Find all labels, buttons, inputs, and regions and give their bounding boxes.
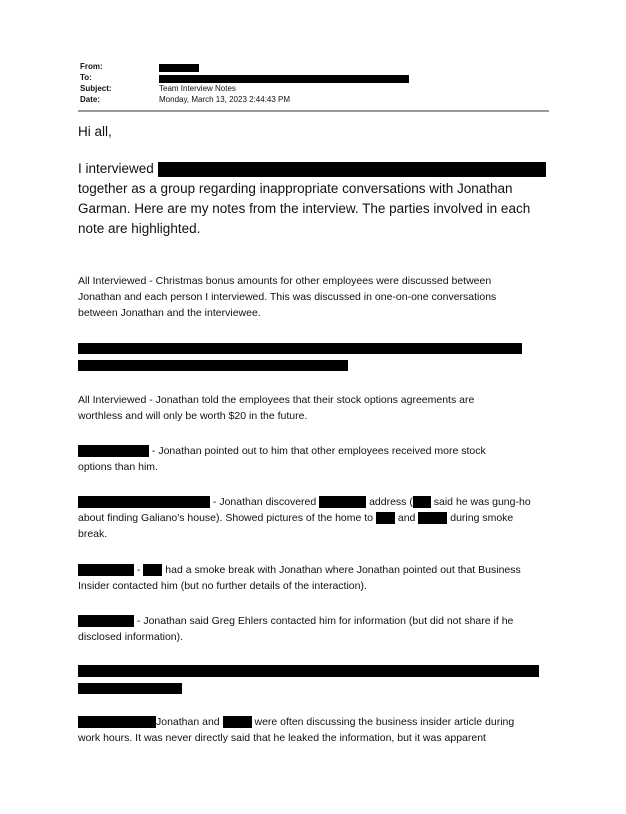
redaction: [78, 716, 156, 728]
intro-line: together as a group regarding inappropriate conversations with Jonathan: [78, 181, 513, 196]
text-line: All Interviewed - Christmas bonus amounts for other employees were discussed between: [78, 275, 492, 287]
text-line: break.: [78, 528, 108, 540]
redaction: [413, 496, 431, 508]
text-run: had a smoke break with Jonathan where Jonathan pointed out that Business: [162, 564, 521, 576]
text-line: options than him.: [78, 461, 158, 473]
redaction: [418, 512, 447, 524]
subject-value: Team Interview Notes: [159, 84, 236, 93]
redaction: [78, 615, 134, 627]
text-run: -: [134, 564, 144, 576]
text-run: address (: [366, 496, 413, 508]
from-label: From:: [80, 62, 103, 71]
text-line: between Jonathan and the interviewee.: [78, 307, 261, 319]
redaction: [78, 445, 149, 457]
text-line: All Interviewed - Jonathan told the employees that their stock options agreements are: [78, 394, 475, 406]
text-run: said he was gung-ho: [430, 496, 531, 508]
text-line: Jonathan and each person I interviewed. This was discussed in one-on-one conversations: [78, 291, 497, 303]
text-run: - Jonathan discovered: [210, 496, 320, 508]
redaction: [376, 512, 395, 524]
redaction: [143, 564, 162, 576]
text-line: Insider contacted him (but no further details of the interaction).: [78, 580, 367, 592]
date-value: Monday, March 13, 2023 2:44:43 PM: [159, 95, 291, 104]
redaction: [78, 564, 134, 576]
text-line: disclosed information).: [78, 631, 184, 643]
note-business-insider: [78, 714, 558, 746]
intro-line: Garman. Here are my notes from the interview. The parties involved in each: [78, 201, 531, 216]
text-run: were often discussing the business insider article during: [251, 716, 515, 728]
redaction: [319, 496, 366, 508]
header-divider: [78, 110, 549, 112]
subject-label: Subject:: [80, 84, 112, 93]
redaction-from: [159, 64, 199, 72]
date-label: Date:: [80, 95, 101, 104]
to-label: To:: [80, 73, 92, 82]
text-line: work hours. It was never directly said that he leaked the information, but it was apparent: [78, 732, 486, 744]
text-run: Jonathan and: [156, 716, 223, 728]
redaction-block: [78, 665, 539, 677]
text-run: - Jonathan said Greg Ehlers contacted him for information (but did not share if he: [134, 615, 514, 627]
redaction-block: [78, 360, 348, 371]
note-smoke-break: [78, 562, 558, 594]
intro-paragraph: [78, 159, 558, 239]
redaction: [158, 162, 546, 177]
intro-line: note are highlighted.: [78, 221, 201, 236]
redaction-block: [78, 343, 522, 354]
note-greg-ehlers: [78, 613, 558, 645]
note-more-stock: [78, 443, 548, 475]
intro-prefix: I interviewed: [78, 161, 154, 176]
text-run: about finding Galiano's house). Showed pictures of the home to: [78, 512, 376, 524]
text-run: - Jonathan pointed out to him that other employees received more stock: [149, 445, 486, 457]
redaction: [78, 496, 210, 508]
redaction-block: [78, 683, 182, 694]
greeting: Hi all,: [78, 124, 112, 139]
note-all-interviewed-bonus: [78, 273, 548, 321]
note-stock-options: [78, 392, 548, 424]
text-run: during smoke: [447, 512, 514, 524]
redaction: [223, 716, 252, 728]
text-run: and: [394, 512, 419, 524]
note-address: [78, 494, 558, 542]
redaction-to: [159, 75, 409, 83]
text-line: worthless and will only be worth $20 in the future.: [78, 410, 308, 422]
